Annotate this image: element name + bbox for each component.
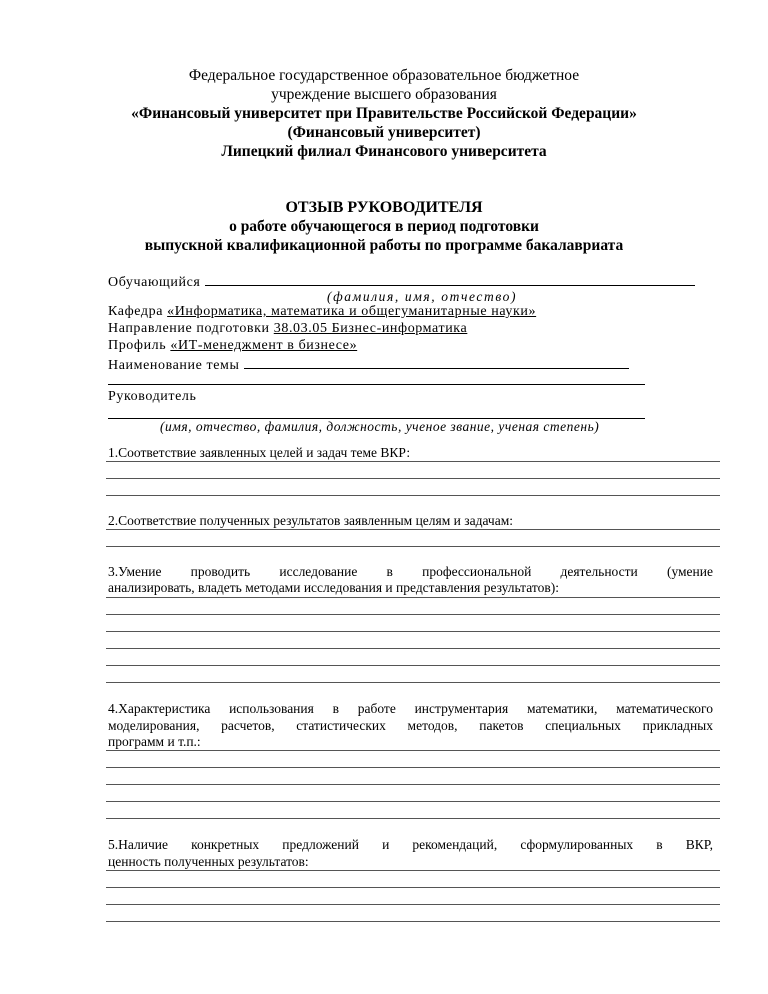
profile-value: «ИТ-менеджмент в бизнесе»: [170, 338, 358, 353]
answer-line[interactable]: [106, 495, 720, 496]
question-4-line-3: программ и т.п.:: [108, 734, 201, 749]
topic-field: [108, 355, 629, 374]
student-note: (фамилия, имя, отчество): [327, 289, 518, 304]
answer-line[interactable]: [106, 767, 720, 768]
answer-line[interactable]: [106, 682, 720, 683]
department-value: «Информатика, математика и общегуманитарные науки»: [167, 304, 537, 319]
answer-line[interactable]: [106, 597, 720, 598]
answer-line[interactable]: [106, 631, 720, 632]
supervisor-field: [108, 389, 197, 405]
question-5-line-1: 5.Наличие конкретных предложений и рекомендаций, сформулированных в ВКР,: [108, 837, 713, 852]
profile-field: [108, 338, 357, 354]
answer-line[interactable]: [106, 665, 720, 666]
direction-value: 38.03.05 Бизнес-информатика: [273, 321, 468, 336]
department-label: Кафедра: [108, 304, 164, 319]
direction-field: [108, 321, 467, 337]
topic-blank[interactable]: [244, 355, 629, 369]
question-1: 1.Соответствие заявленных целей и задач теме ВКР:: [108, 445, 411, 460]
org-line-2: учреждение высшего образования: [271, 86, 497, 103]
question-4-line-2: моделирования, расчетов, статистических методов, пакетов специальных прикладных: [108, 718, 713, 733]
university-name: «Финансовый университет при Правительстве Российской Федерации»: [131, 105, 637, 122]
answer-line[interactable]: [106, 904, 720, 905]
branch-name: Липецкий филиал Финансового университета: [221, 143, 547, 160]
question-5-line-2: ценность полученных результатов:: [108, 854, 309, 869]
answer-line[interactable]: [106, 546, 720, 547]
org-line-1: Федеральное государственное образовательное бюджетное: [188, 67, 580, 84]
supervisor-label: Руководитель: [108, 389, 197, 404]
answer-line[interactable]: [106, 784, 720, 785]
profile-label: Профиль: [108, 338, 167, 353]
document-subtitle-1: о работе обучающегося в период подготовки: [229, 218, 539, 235]
answer-line[interactable]: [106, 461, 720, 462]
question-2: 2.Соответствие полученных результатов заявленным целям и задачам:: [108, 513, 513, 528]
university-short-name: (Финансовый университет): [287, 124, 481, 141]
answer-line[interactable]: [106, 648, 720, 649]
question-4-line-1: 4.Характеристика использования в работе инструментария математики, математического: [108, 701, 713, 716]
supervisor-note: (имя, отчество, фамилия, должность, ученое звание, ученая степень): [160, 419, 600, 434]
question-3-line-2: анализировать, владеть методами исследования и представления результатов):: [108, 580, 559, 595]
document-title: ОТЗЫВ РУКОВОДИТЕЛЯ: [285, 199, 483, 216]
answer-line[interactable]: [106, 801, 720, 802]
answer-line[interactable]: [106, 818, 720, 819]
answer-line[interactable]: [106, 478, 720, 479]
answer-line[interactable]: [106, 614, 720, 615]
answer-line[interactable]: [106, 870, 720, 871]
answer-line[interactable]: [106, 529, 720, 530]
student-blank[interactable]: [205, 272, 695, 286]
document-subtitle-2: выпускной квалификационной работы по программе бакалавриата: [144, 237, 624, 254]
question-3-line-1: 3.Умение проводить исследование в профессиональной деятельности (умение: [108, 564, 713, 579]
answer-line[interactable]: [106, 887, 720, 888]
department-field: [108, 304, 536, 320]
topic-label: Наименование темы: [108, 358, 240, 373]
student-label: Обучающийся: [108, 275, 201, 290]
answer-line[interactable]: [106, 921, 720, 922]
answer-line[interactable]: [106, 750, 720, 751]
topic-blank-line-2[interactable]: [108, 384, 645, 385]
direction-label: Направление подготовки: [108, 321, 270, 336]
